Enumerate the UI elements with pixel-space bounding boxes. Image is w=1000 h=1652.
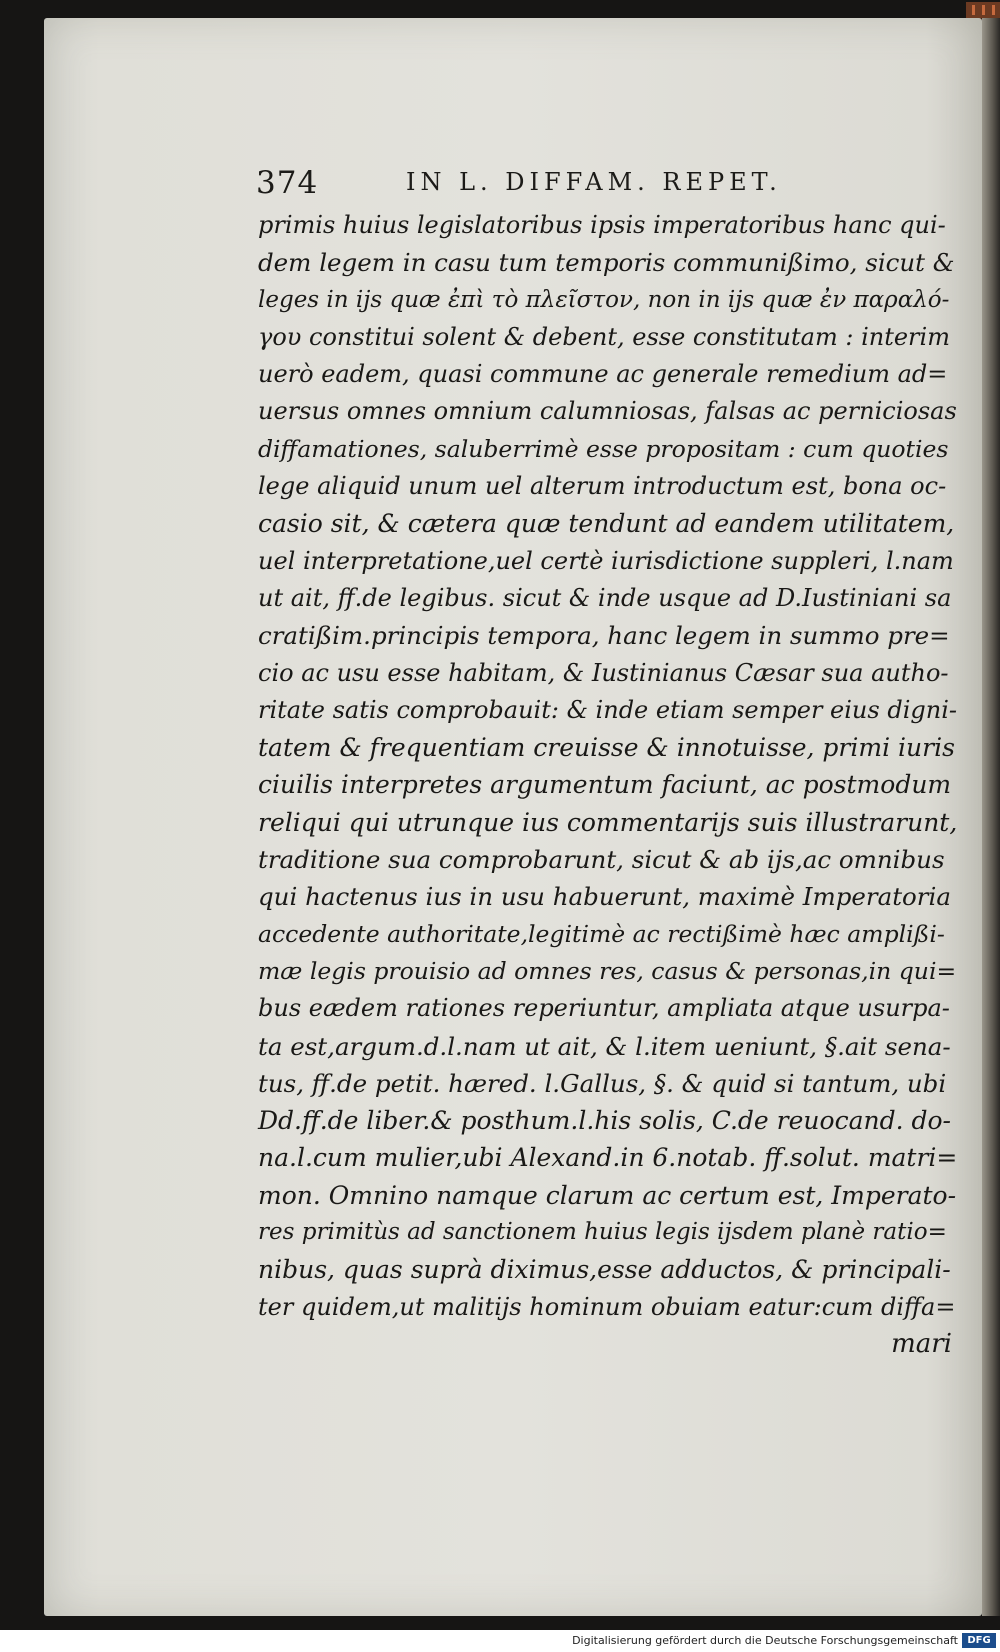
catchword: mari: [891, 1328, 952, 1359]
text-line: ta est,argum.d.l.nam ut ait, & l.item ueniunt, §.ait sena-: [258, 1031, 951, 1061]
text-line: reliqui qui utrunque ius commentarijs suis illustrarunt,: [258, 807, 958, 837]
text-line: ut ait, ff.de legibus. sicut & inde usque ad D.Iustiniani sa: [258, 583, 952, 612]
text-line: accedente authoritate,legitimè ac rectißimè hæc amplißi-: [258, 919, 945, 948]
body-text: [258, 207, 958, 1363]
text-line: dem legem in casu tum temporis communißimo, sicut &: [258, 248, 955, 278]
footer-bar: [0, 1630, 1000, 1652]
text-line: diffamationes, saluberrimè esse propositam : cum quoties: [258, 434, 949, 463]
text-line: ciuilis interpretes argumentum faciunt, ac postmodum: [258, 770, 952, 800]
text-line: tus, ff.de petit. hæred. l.Gallus, §. & quid si tantum, ubi: [258, 1068, 947, 1098]
text-line: primis huius legislatoribus ipsis imperatoribus hanc qui-: [258, 211, 946, 239]
text-line: qui hactenus ius in usu habuerunt, maximè Imperatoria: [258, 882, 951, 912]
text-line: traditione sua comprobarunt, sicut & ab ijs,ac omnibus: [258, 845, 945, 875]
text-line: leges in ijs quæ ἐπὶ τὸ πλεῖστον, non in ijs quæ ἐν παραλό-: [258, 286, 950, 313]
text-line: lege aliquid unum uel alterum introductum est, bona oc-: [258, 472, 947, 501]
dfg-logo: DFG: [962, 1633, 996, 1648]
text-line: tatem & frequentiam creuisse & innotuisse, primi iuris: [258, 733, 955, 763]
text-line: uel interpretatione,uel certè iurisdictione suppleri, l.nam: [258, 546, 954, 575]
page-edge: [982, 18, 1000, 1616]
page-number: 374: [256, 165, 319, 201]
text-line: nibus, quas suprà diximus,esse adductos, & principali-: [258, 1255, 951, 1285]
ribbon-thread: [982, 5, 985, 15]
text-line: uerò eadem, quasi commune ac generale remedium ad=: [258, 360, 948, 389]
text-line: mon. Omnino namque clarum ac certum est, Imperato-: [258, 1180, 957, 1210]
text-line: γου constitui solent & debent, esse constitutam : interim: [258, 322, 950, 351]
text-line: cratißim.principis tempora, hanc legem in summo pre=: [258, 621, 950, 651]
text-line: uersus omnes omnium calumniosas, falsas ac perniciosas: [258, 397, 957, 426]
funding-credit: Digitalisierung gefördert durch die Deutsche Forschungsgemeinschaft: [572, 1634, 958, 1647]
running-head: [256, 165, 956, 205]
ribbon-thread: [992, 5, 995, 15]
running-head-title: IN L. DIFFAM. REPET.: [406, 168, 782, 196]
text-line: Dd.ff.de liber.& posthum.l.his solis, C.de reuocand. do-: [258, 1106, 951, 1136]
text-line: bus eædem rationes reperiuntur, ampliata atque usurpa-: [258, 994, 950, 1023]
ribbon-thread: [972, 5, 975, 15]
text-line: cio ac usu esse habitam, & Iustinianus Cæsar sua autho-: [258, 658, 949, 687]
text-line: res primitùs ad sanctionem huius legis ijsdem planè ratio=: [258, 1219, 947, 1246]
text-line: ter quidem,ut malitijs hominum obuiam eatur:cum diffa=: [258, 1292, 956, 1321]
text-line: na.l.cum mulier,ubi Alexand.in 6.notab. ff.solut. matri=: [258, 1143, 958, 1173]
text-line: mæ legis prouisio ad omnes res, casus & personas,in qui=: [258, 956, 957, 985]
text-line: ritate satis comprobauit: & inde etiam semper eius digni-: [258, 695, 957, 724]
text-line: casio sit, & cætera quæ tendunt ad eandem utilitatem,: [258, 509, 955, 539]
